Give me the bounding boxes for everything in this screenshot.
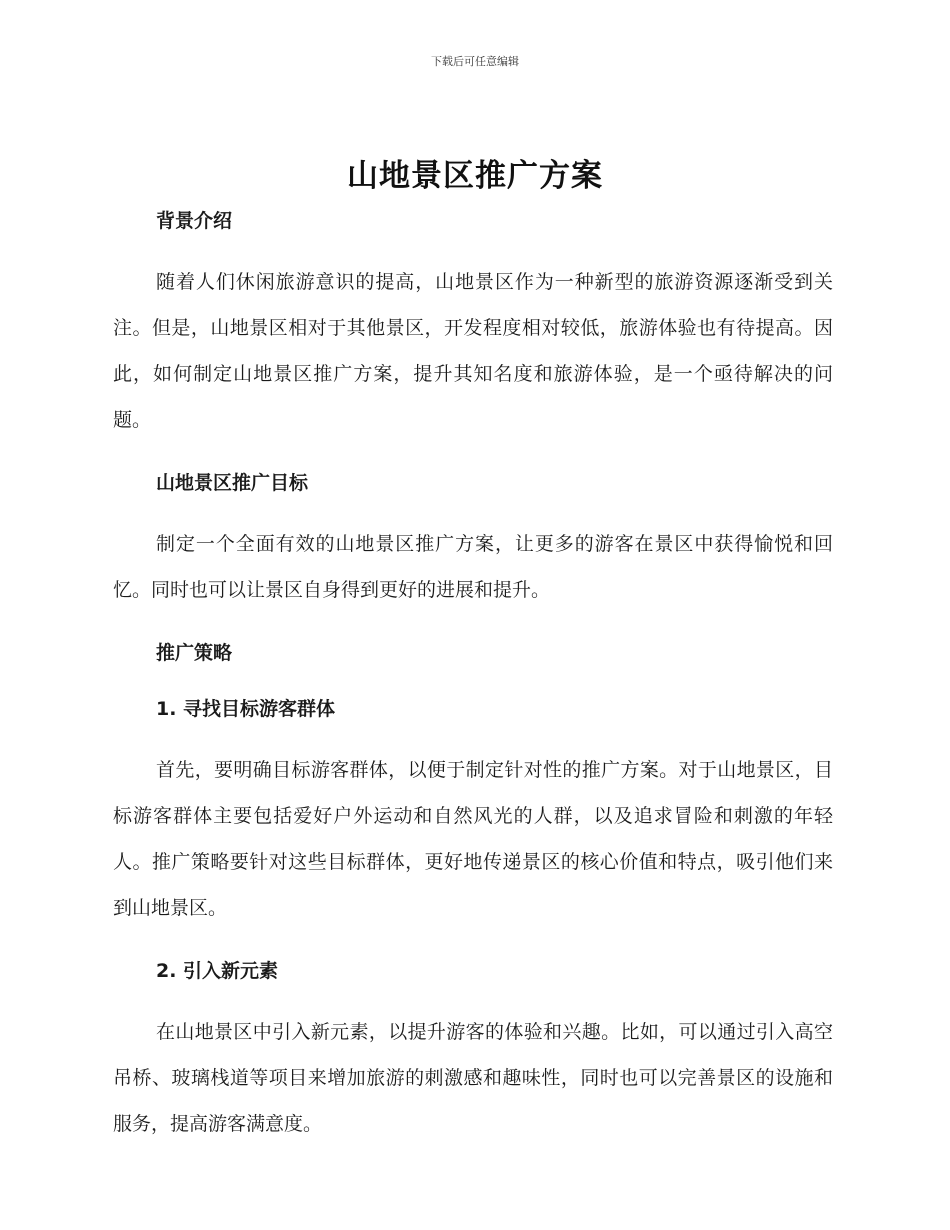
section-paragraph-new-elements: 在山地景区中引入新元素，以提升游客的体验和兴趣。比如，可以通过引入高空吊桥、玻璃栈道等项目来增加旅游的刺激感和趣味性，同时也可以完善景区的设施和服务，提高游客满意度。 xyxy=(113,1021,833,1135)
header-note: 下载后可任意编辑 xyxy=(431,55,519,68)
section-paragraph-target-audience: 首先，要明确目标游客群体，以便于制定针对性的推广方案。对于山地景区，目标游客群体主要包括爱好户外运动和自然风光的人群，以及追求冒险和刺激的年轻人。推广策略要针对这些目标群体，更好地传递景区的核心价值和特点，吸引他们来到山地景区。 xyxy=(113,759,833,919)
section-heading-background: 背景介绍 xyxy=(156,210,233,232)
section-heading-new-elements: 2. 引入新元素 xyxy=(156,960,279,982)
document-body xyxy=(113,203,833,1147)
section-heading-strategy: 推广策略 xyxy=(156,642,233,664)
section-paragraph-background: 随着人们休闲旅游意识的提高，山地景区作为一种新型的旅游资源逐渐受到关注。但是，山地景区相对于其他景区，开发程度相对较低，旅游体验也有待提高。因此，如何制定山地景区推广方案，提升其知名度和旅游体验，是一个亟待解决的问题。 xyxy=(113,271,833,431)
section-heading-goal: 山地景区推广目标 xyxy=(156,472,309,494)
section-paragraph-goal: 制定一个全面有效的山地景区推广方案，让更多的游客在景区中获得愉悦和回忆。同时也可以让景区自身得到更好的进展和提升。 xyxy=(113,533,833,601)
section-heading-target-audience: 1. 寻找目标游客群体 xyxy=(156,698,336,720)
document-title: 山地景区推广方案 xyxy=(347,158,603,194)
